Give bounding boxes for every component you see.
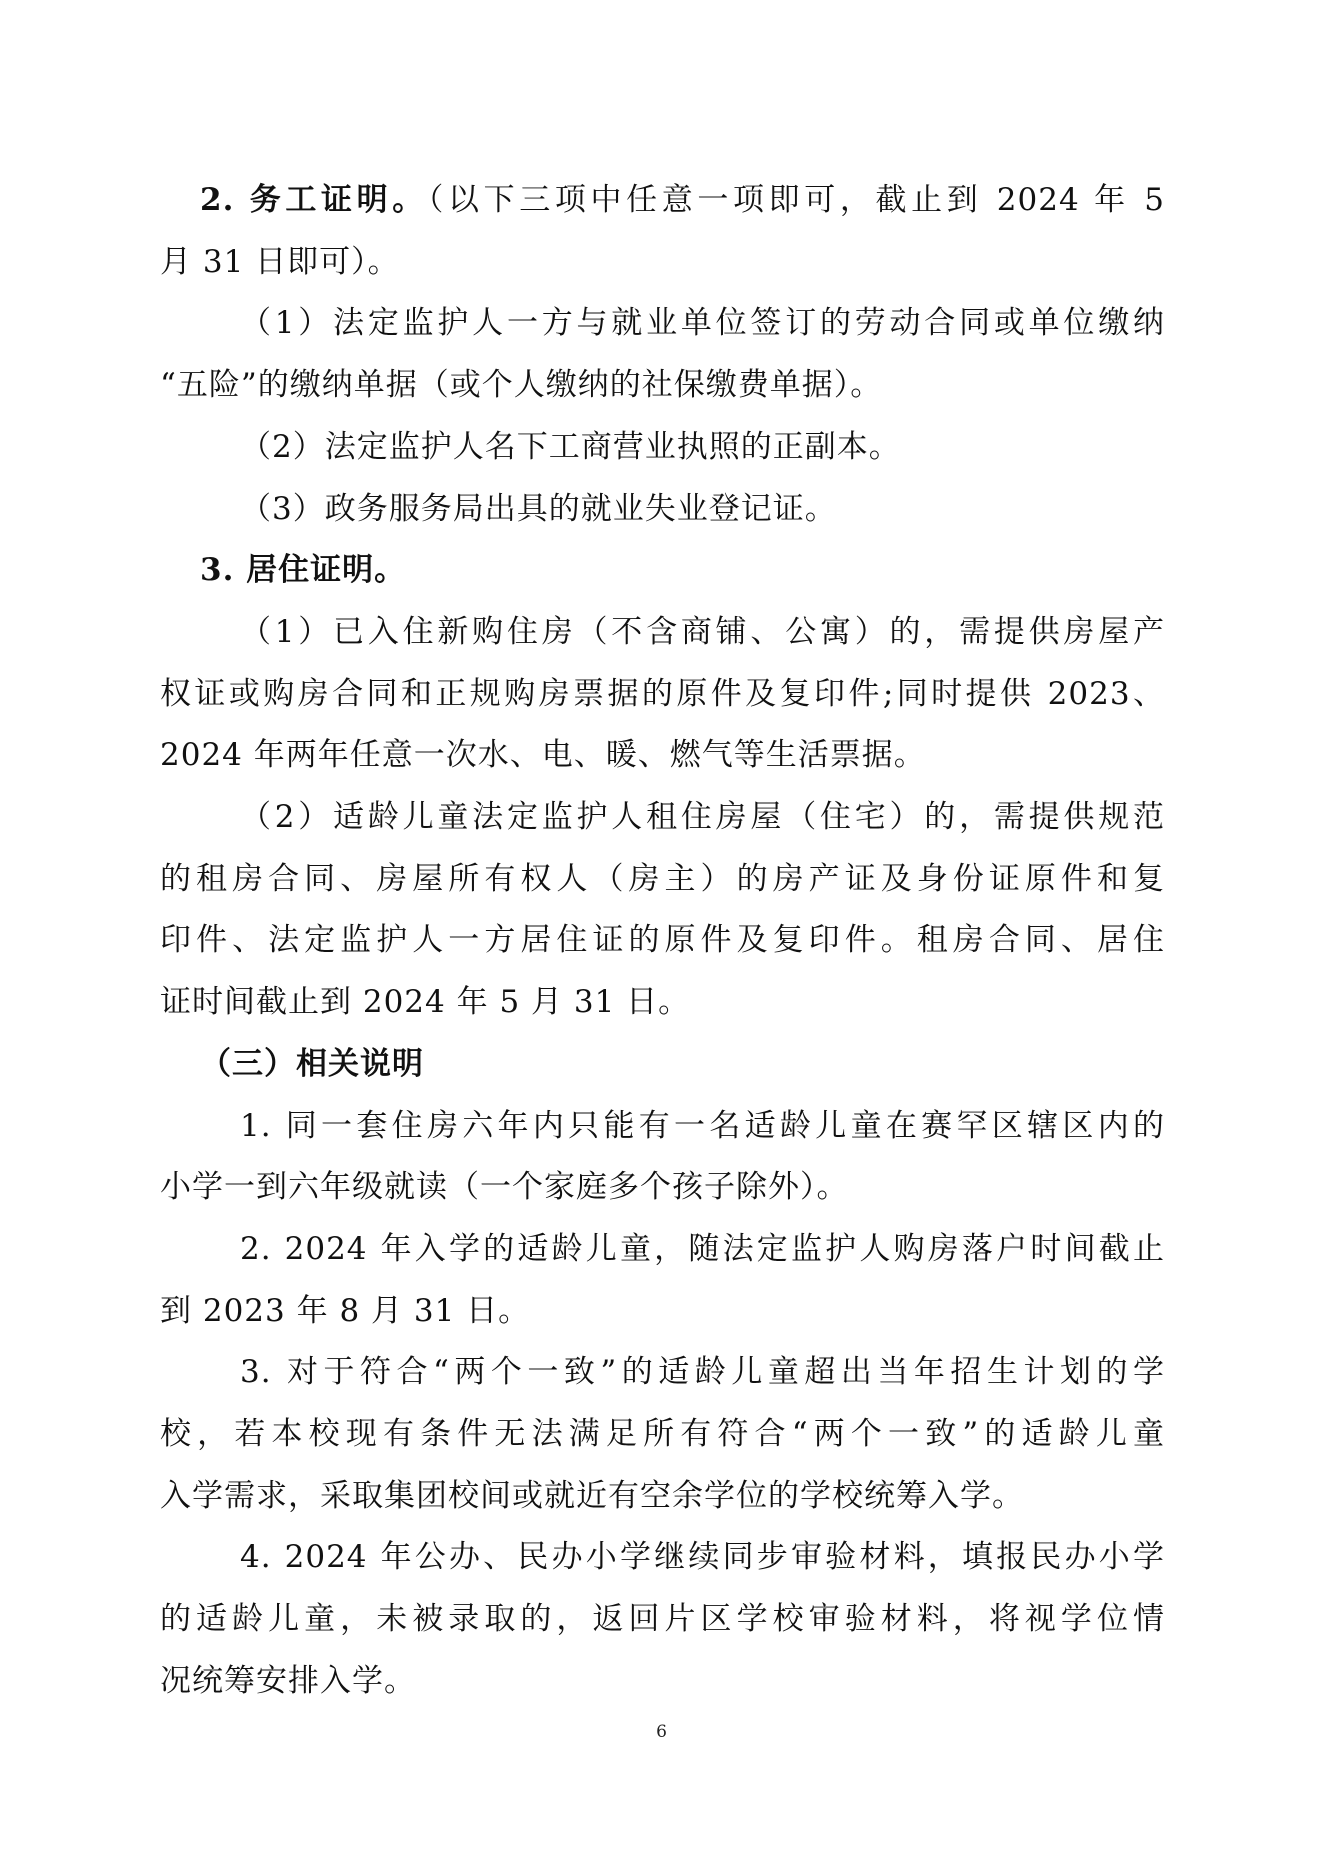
section-heading-residence-proof: 3. 居住证明。 [200,552,407,589]
paragraph-text: （2）适龄儿童法定监护人租住房屋（住宅）的，需提供规范 [240,799,1165,836]
paragraph-text: 1. 同一套住房六年内只能有一名适龄儿童在赛罕区辖区内的 [240,1107,1165,1144]
work-proof-heading-line [160,170,1165,232]
paragraph-line [160,293,1165,355]
paragraph-text: 校，若本校现有条件无法满足所有符合“两个一致”的适龄儿童 [160,1416,1165,1453]
section-heading-related-notes: （三）相关说明 [200,1045,424,1082]
paragraph-line [160,1527,1165,1589]
paragraph-text: 入学需求，采取集团校间或就近有空余学位的学校统筹入学。 [160,1477,1024,1514]
paragraph-line [160,849,1165,911]
paragraph-line [160,417,1165,479]
paragraph-line [160,972,1165,1034]
paragraph-line [160,1157,1165,1219]
paragraph-text: （1）已入住新购住房（不含商铺、公寓）的，需提供房屋产 [240,613,1165,650]
paragraph-line [160,1589,1165,1651]
section-heading-work-proof: 2. 务工证明。 [200,182,428,218]
paragraph-line [160,479,1165,541]
page-number: 6 [656,1722,667,1742]
paragraph-line [160,725,1165,787]
paragraph-text: 2. 2024 年入学的适龄儿童，随法定监护人购房落户时间截止 [240,1230,1165,1267]
paragraph-text: 的适龄儿童，未被录取的，返回片区学校审验材料，将视学位情 [160,1601,1165,1638]
paragraph-line [160,664,1165,726]
paragraph-line [160,1342,1165,1404]
paragraph-text: “五险”的缴纳单据（或个人缴纳的社保缴费单据）。 [160,367,883,404]
paragraph-text: 的租房合同、房屋所有权人（房主）的房产证及身份证原件和复 [160,860,1165,897]
paragraph-line [160,1096,1165,1158]
paragraph-line [160,910,1165,972]
paragraph-text: 小学一到六年级就读（一个家庭多个孩子除外）。 [160,1169,849,1206]
paragraph-text: 3. 对于符合“两个一致”的适龄儿童超出当年招生计划的学 [240,1354,1165,1391]
paragraph-text: 4. 2024 年公办、民办小学继续同步审验材料，填报民办小学 [240,1539,1165,1576]
document-body [160,170,1165,1713]
paragraph-text: （1）法定监护人一方与就业单位签订的劳动合同或单位缴纳 [240,305,1165,342]
paragraph-text: 证时间截止到 2024 年 5 月 31 日。 [160,984,691,1021]
related-notes-heading-line [160,1034,1165,1096]
paragraph-line [160,1219,1165,1281]
paragraph-text: 月 31 日即可）。 [160,243,400,280]
paragraph-text: 印件、法定监护人一方居住证的原件及复印件。租房合同、居住 [160,922,1165,959]
paragraph-text: 到 2023 年 8 月 31 日。 [160,1292,531,1329]
residence-proof-heading-line [160,540,1165,602]
paragraph-line [160,232,1165,294]
paragraph-line [160,1466,1165,1528]
paragraph-text: 2024 年两年任意一次水、电、暖、燃气等生活票据。 [160,737,926,774]
paragraph-line [160,1281,1165,1343]
paragraph-line [160,602,1165,664]
paragraph-line [160,355,1165,417]
paragraph-line [160,1651,1165,1713]
paragraph-text: 况统筹安排入学。 [160,1662,416,1699]
paragraph-text: 权证或购房合同和正规购房票据的原件及复印件;同时提供 2023、 [160,675,1165,712]
paragraph-text: （2）法定监护人名下工商营业执照的正副本。 [240,428,901,465]
paragraph-line [160,787,1165,849]
paragraph-text: （3）政务服务局出具的就业失业登记证。 [240,490,837,527]
paragraph-line [160,1404,1165,1466]
paragraph-text: （以下三项中任意一项即可，截止到 2024 年 5 [427,182,1165,218]
